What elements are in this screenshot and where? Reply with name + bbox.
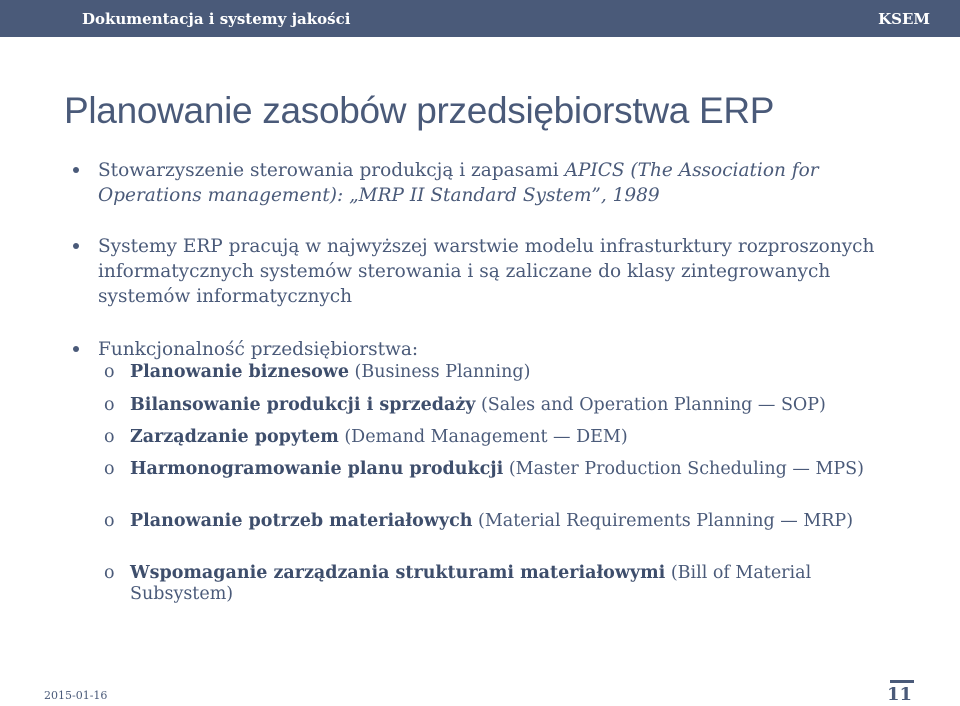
list-item (104, 563, 900, 605)
list-item-term: Zarządzanie popytem (130, 427, 339, 447)
list-item (104, 395, 900, 416)
list-item-term: Planowanie biznesowe (130, 362, 349, 382)
bullet-apics (98, 158, 908, 208)
list-item-term: Wspomaganie zarządzania strukturami materiałowymi (130, 563, 666, 583)
list-item-description: (Demand Management — DEM) (338, 427, 628, 447)
list-item-description: (Material Requirements Planning — MRP) (472, 511, 854, 531)
list-item-term: Harmonogramowanie planu produkcji (130, 459, 504, 479)
bullet-apics-text: Stowarzyszenie sterowania produkcją i zapasami (98, 160, 565, 181)
bullet-dot-icon (73, 346, 79, 352)
bullet-dot-icon (73, 167, 79, 173)
page-number-rule (890, 680, 914, 683)
bullet-erp-systems (98, 234, 908, 309)
circle-bullet-icon: o (104, 511, 115, 531)
list-item-term: Planowanie potrzeb materiałowych (130, 511, 473, 531)
footer-date: 2015-01-16 (44, 689, 108, 702)
bullet-dot-icon (73, 243, 79, 249)
bullet-functionality-text: Funkcjonalność przedsiębiorstwa: (98, 339, 419, 360)
bullet-erp-systems-text: Systemy ERP pracują w najwyższej warstwie modelu infrasturktury rozproszonych informatycznych systemów sterowania i są zaliczane do klasy zintegrowanych systemów informatycznych (98, 236, 875, 307)
list-item (104, 362, 900, 383)
list-item-term: Bilansowanie produkcji i sprzedaży (130, 395, 476, 415)
list-item (104, 511, 900, 532)
list-item (104, 427, 900, 448)
list-item-description: (Business Planning) (348, 362, 531, 382)
list-item-description: (Master Production Scheduling — MPS) (503, 459, 864, 479)
list-item-description: (Bill of Material Subsystem) (130, 563, 812, 604)
list-item (104, 459, 900, 480)
bullet-apics-italic: APICS (The Association for Operations management): „MRP II Standard System”, 1989 (98, 160, 819, 206)
list-item-description: (Sales and Operation Planning — SOP) (475, 395, 826, 415)
circle-bullet-icon: o (104, 362, 115, 382)
circle-bullet-icon: o (104, 395, 115, 415)
circle-bullet-icon: o (104, 427, 115, 447)
circle-bullet-icon: o (104, 459, 115, 479)
page-number: 11 (886, 684, 912, 705)
slide-title: Planowanie zasobów przedsiębiorstwa ERP (64, 90, 775, 131)
header-bar (0, 0, 960, 37)
bullet-functionality (98, 337, 908, 362)
circle-bullet-icon: o (104, 563, 115, 583)
header-course-title: Dokumentacja i systemy jakości (82, 10, 351, 28)
header-organization: KSEM (878, 10, 930, 28)
